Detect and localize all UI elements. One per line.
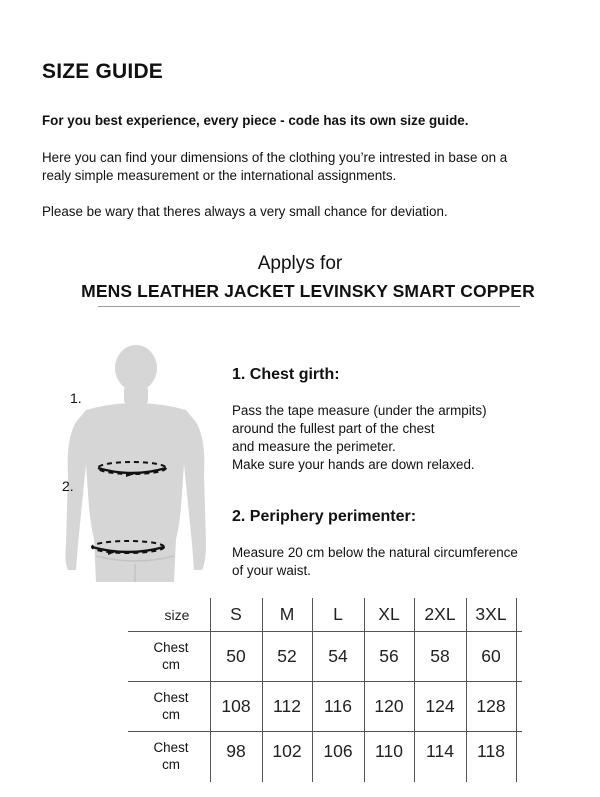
- size-header: S: [230, 604, 242, 624]
- table-cell: 114: [426, 740, 454, 761]
- size-column-label: size: [164, 606, 190, 623]
- body-figure-illustration: [56, 344, 216, 589]
- description-line: around the fullest part of the chest: [232, 421, 435, 436]
- table-cell: 116: [324, 695, 352, 716]
- row-label-line: Chest: [153, 690, 189, 705]
- row-label: [128, 631, 210, 681]
- deviation-note: Please be wary that theres always a very small chance for deviation.: [42, 204, 448, 219]
- table-cell: 52: [277, 645, 297, 666]
- body-silhouette: [65, 345, 206, 582]
- size-header: M: [279, 604, 295, 624]
- row-label-line: Chest: [153, 640, 189, 655]
- table-grid-line: [516, 598, 517, 782]
- description-line: of your waist.: [232, 563, 311, 578]
- table-cell: 108: [221, 695, 251, 716]
- table-cell: 98: [226, 740, 246, 761]
- size-header: 3XL: [475, 604, 507, 624]
- figure-label-1: 1.: [70, 390, 82, 406]
- table-cell: 110: [375, 740, 403, 761]
- row-label-line: cm: [162, 757, 180, 772]
- table-cell: 50: [226, 645, 246, 666]
- table-cell: 106: [323, 740, 353, 761]
- table-cell: 58: [430, 645, 450, 666]
- size-table: [128, 598, 522, 782]
- applys-for-label: Applys for: [257, 253, 343, 274]
- table-cell: 120: [374, 695, 404, 716]
- table-cell: 124: [425, 695, 455, 716]
- table-cell: 102: [272, 740, 302, 761]
- size-header: 2XL: [424, 604, 456, 624]
- table-cell: 54: [328, 645, 348, 666]
- chest-girth-heading: 1. Chest girth:: [232, 366, 340, 383]
- description-line: Pass the tape measure (under the armpits): [232, 403, 487, 418]
- size-header: XL: [378, 604, 400, 624]
- table-cell: 112: [273, 695, 301, 716]
- description-line: Make sure your hands are down relaxed.: [232, 457, 475, 472]
- description-line: Measure 20 cm below the natural circumference: [232, 545, 518, 560]
- row-label-line: Chest: [153, 740, 189, 755]
- intro-paragraph: [42, 149, 582, 185]
- table-cell: 128: [476, 695, 506, 716]
- intro-paragraph-line: realy simple measurement or the international assignments.: [42, 168, 397, 183]
- table-cell: 60: [481, 645, 501, 666]
- intro-paragraph-line: Here you can find your dimensions of the clothing you’re intrested in base on a: [42, 150, 508, 165]
- periphery-description: [232, 544, 518, 580]
- periphery-heading: 2. Periphery perimenter:: [232, 508, 417, 525]
- product-underline: [98, 306, 520, 307]
- product-name: MENS LEATHER JACKET LEVINSKY SMART COPPER: [81, 281, 535, 301]
- row-label-line: cm: [162, 657, 180, 672]
- row-label: [128, 681, 210, 731]
- table-cell: 56: [379, 645, 399, 666]
- intro-lead: For you best experience, every piece - code has its own size guide.: [42, 113, 469, 128]
- figure-label-2: 2.: [62, 478, 74, 494]
- row-label-line: cm: [162, 707, 180, 722]
- page-title: SIZE GUIDE: [42, 60, 164, 83]
- table-cell: 118: [477, 740, 505, 761]
- chest-girth-description: [232, 402, 487, 474]
- size-header: L: [333, 604, 343, 624]
- description-line: and measure the perimeter.: [232, 439, 396, 454]
- row-label: [128, 731, 210, 781]
